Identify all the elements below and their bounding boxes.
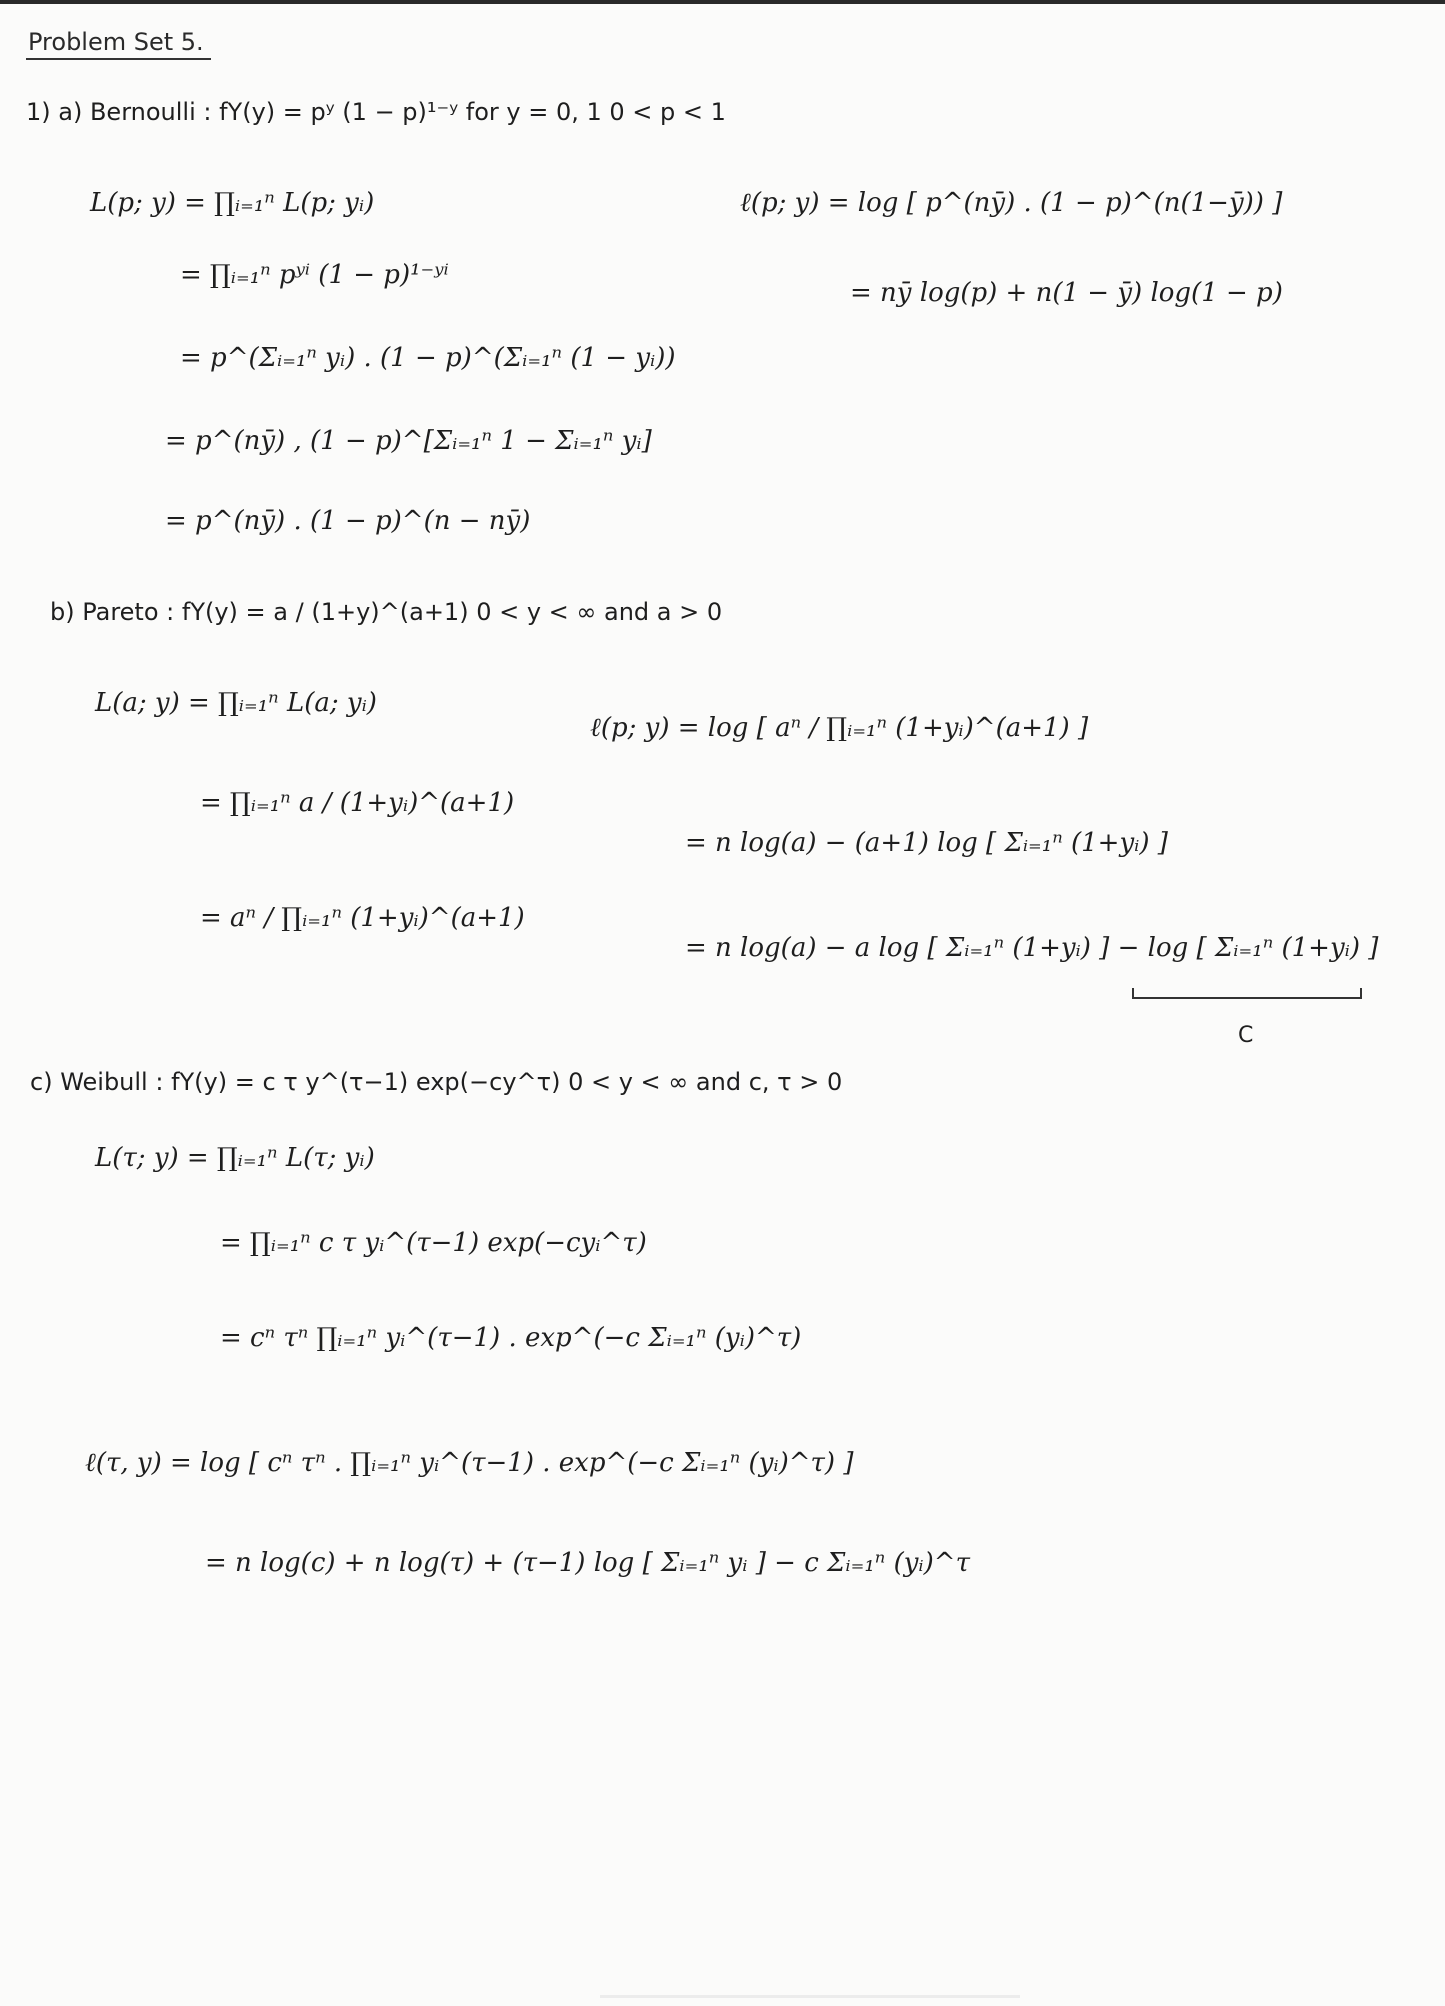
part-b-line-3: = aⁿ / ∏ᵢ₌₁ⁿ (1+yᵢ)^(a+1) [200,903,525,933]
part-b-line-2: = ∏ᵢ₌₁ⁿ a / (1+yᵢ)^(a+1) [200,788,515,818]
part-a-log-line-1: ℓ(p; y) = log [ p^(nȳ) . (1 − p)^(n(1−ȳ)) ] [740,188,1283,218]
part-a-line-4: = p^(nȳ) , (1 − p)^[Σᵢ₌₁ⁿ 1 − Σᵢ₌₁ⁿ yᵢ] [165,426,652,456]
part-b-log-line-1: ℓ(p; y) = log [ aⁿ / ∏ᵢ₌₁ⁿ (1+yᵢ)^(a+1) ] [590,713,1089,743]
underbrace-label: C [1238,1023,1254,1048]
part-a-line-3: = p^(Σᵢ₌₁ⁿ yᵢ) . (1 − p)^(Σᵢ₌₁ⁿ (1 − yᵢ)) [180,343,676,373]
part-a-heading: 1) a) Bernoulli : fY(y) = pʸ (1 − p)¹⁻ʸ for y = 0, 1 0 < p < 1 [26,98,726,126]
part-c-line-1: L(τ; y) = ∏ᵢ₌₁ⁿ L(τ; yᵢ) [95,1143,375,1173]
part-c-heading: c) Weibull : fY(y) = c τ y^(τ−1) exp(−cy^τ) 0 < y < ∞ and c, τ > 0 [30,1068,843,1096]
part-a-log-line-2: = nȳ log(p) + n(1 − ȳ) log(1 − p) [850,278,1283,308]
page-title: Problem Set 5. [28,28,204,56]
part-c-line-3: = cⁿ τⁿ ∏ᵢ₌₁ⁿ yᵢ^(τ−1) . exp^(−c Σᵢ₌₁ⁿ (yᵢ)^τ) [220,1323,802,1353]
bottom-scan-artifact [600,1995,1020,1998]
part-b-heading: b) Pareto : fY(y) = a / (1+y)^(a+1) 0 < y < ∞ and a > 0 [50,598,723,626]
part-a-line-5: = p^(nȳ) . (1 − p)^(n − nȳ) [165,506,531,536]
part-b-line-1: L(a; y) = ∏ᵢ₌₁ⁿ L(a; yᵢ) [95,688,377,718]
part-a-line-2: = ∏ᵢ₌₁ⁿ pʸⁱ (1 − p)¹⁻ʸⁱ [180,260,449,290]
underbrace-left-tick [1132,988,1134,998]
page-top-edge [0,0,1445,4]
part-b-log-line-3: = n log(a) − a log [ Σᵢ₌₁ⁿ (1+yᵢ) ] − log [ Σᵢ₌₁ⁿ (1+yᵢ) ] [685,933,1379,963]
underbrace [1132,997,1362,999]
title-underline [26,58,211,60]
underbrace-right-tick [1360,988,1362,998]
part-c-line-2: = ∏ᵢ₌₁ⁿ c τ yᵢ^(τ−1) exp(−cyᵢ^τ) [220,1228,647,1258]
part-a-line-1: L(p; y) = ∏ᵢ₌₁ⁿ L(p; yᵢ) [90,188,375,218]
part-b-log-line-2: = n log(a) − (a+1) log [ Σᵢ₌₁ⁿ (1+yᵢ) ] [685,828,1168,858]
part-c-log-line-1: ℓ(τ, y) = log [ cⁿ τⁿ . ∏ᵢ₌₁ⁿ yᵢ^(τ−1) . exp^(−c Σᵢ₌₁ⁿ (yᵢ)^τ) ] [85,1448,854,1478]
part-c-log-line-2: = n log(c) + n log(τ) + (τ−1) log [ Σᵢ₌₁ⁿ yᵢ ] − c Σᵢ₌₁ⁿ (yᵢ)^τ [205,1548,970,1578]
